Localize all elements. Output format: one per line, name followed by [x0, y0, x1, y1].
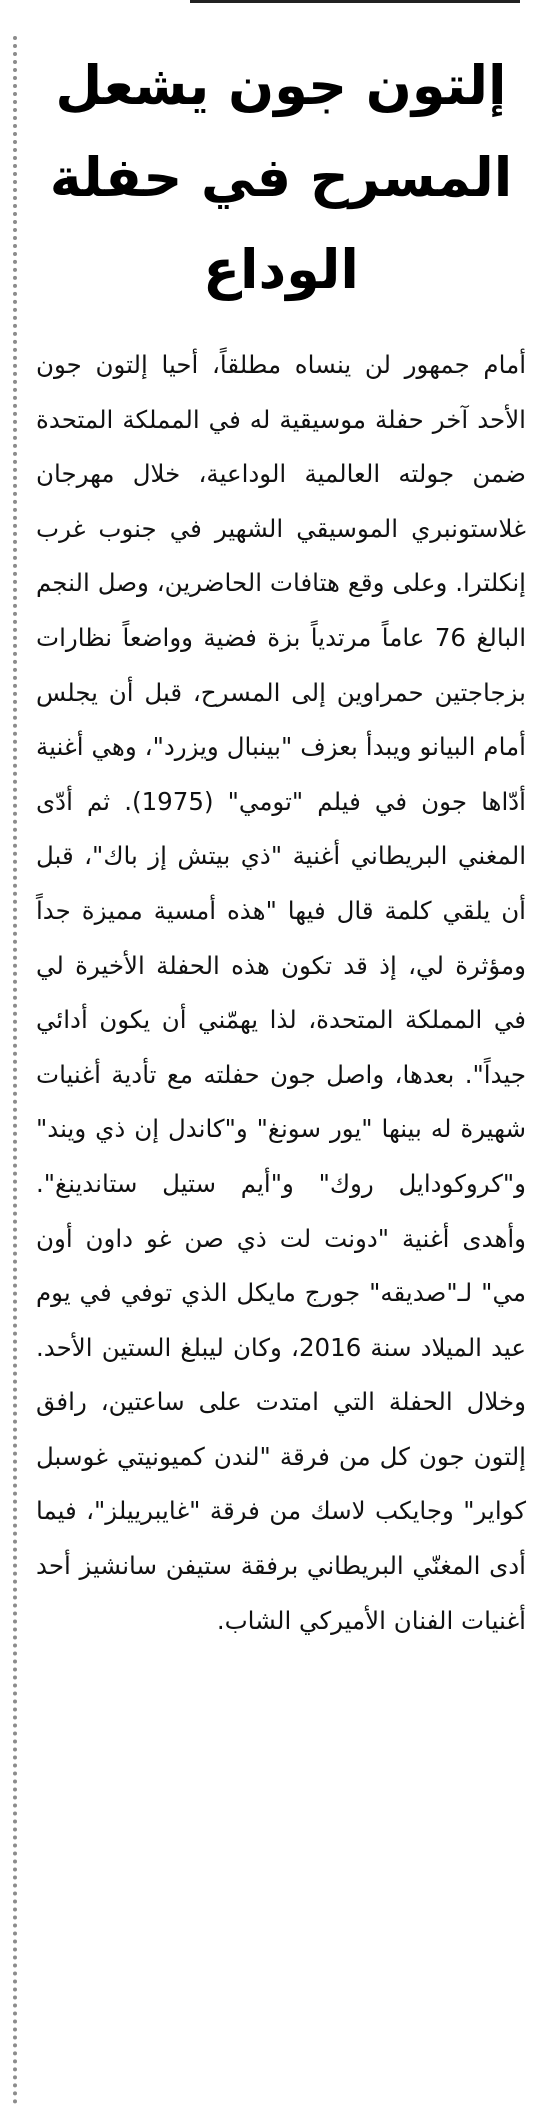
- headline-line-2: المسرح في حفلة الوداع: [49, 146, 513, 301]
- headline-line-1: إلتون جون يشعل: [55, 54, 507, 117]
- top-rule: [190, 0, 520, 3]
- article-body: أمام جمهور لن ينساه مطلقاً، أحيا إلتون جون الأحد آخر حفلة موسيقية له في المملكة المتحدة ضمن جولته العالمية الوداعية، خلال مهرجان غلاستونبري الموسيقي الشهير في جنوب غرب إنكلترا. وعلى وقع هتافات الحاضرين، وصل النجم البالغ 76 عاماً مرتدياً بزة فضية وواضعاً نظارات بزجاجتين حمراوين إلى المسرح، قبل أن يجلس أمام البيانو ويبدأ بعزف "بينبال ويزرد"، وهي أغنية أدّاها جون في فيلم "تومي" (1975). ثم أدّى المغني البريطاني أغنية "ذي بيتش إز باك"، قبل أن يلقي كلمة قال فيها "هذه أمسية مميزة جداً ومؤثرة لي، إذ قد تكون هذه الحفلة الأخيرة لي في المملكة المتحدة، لذا يهمّني أن يكون أدائي جيداً". بعدها، واصل جون حفلته مع تأدية أغنيات شهيرة له بينها "يور سونغ" و"كاندل إن ذي ويند" و"كروكودايل روك" و"أيم ستيل ستاندينغ". وأهدى أغنية "دونت لت ذي صن غو داون أون مي" لـ"صديقه" جورج مايكل الذي توفي في يوم عيد الميلاد سنة 2016، وكان ليبلغ الستين الأحد. وخلال الحفلة التي امتدت على ساعتين، رافق إلتون جون كل من فرقة "لندن كميونيتي غوسبل كواير" وجايكب لاسك من فرقة "غايبرييلز"، فيما أدى المغنّي البريطاني برفقة ستيفن سانشيز أحد أغنيات الفنان الأميركي الشاب.: [36, 350, 527, 1635]
- dotted-column-border: [13, 36, 17, 2106]
- article-headline: [32, 40, 530, 316]
- news-article: [32, 40, 530, 1648]
